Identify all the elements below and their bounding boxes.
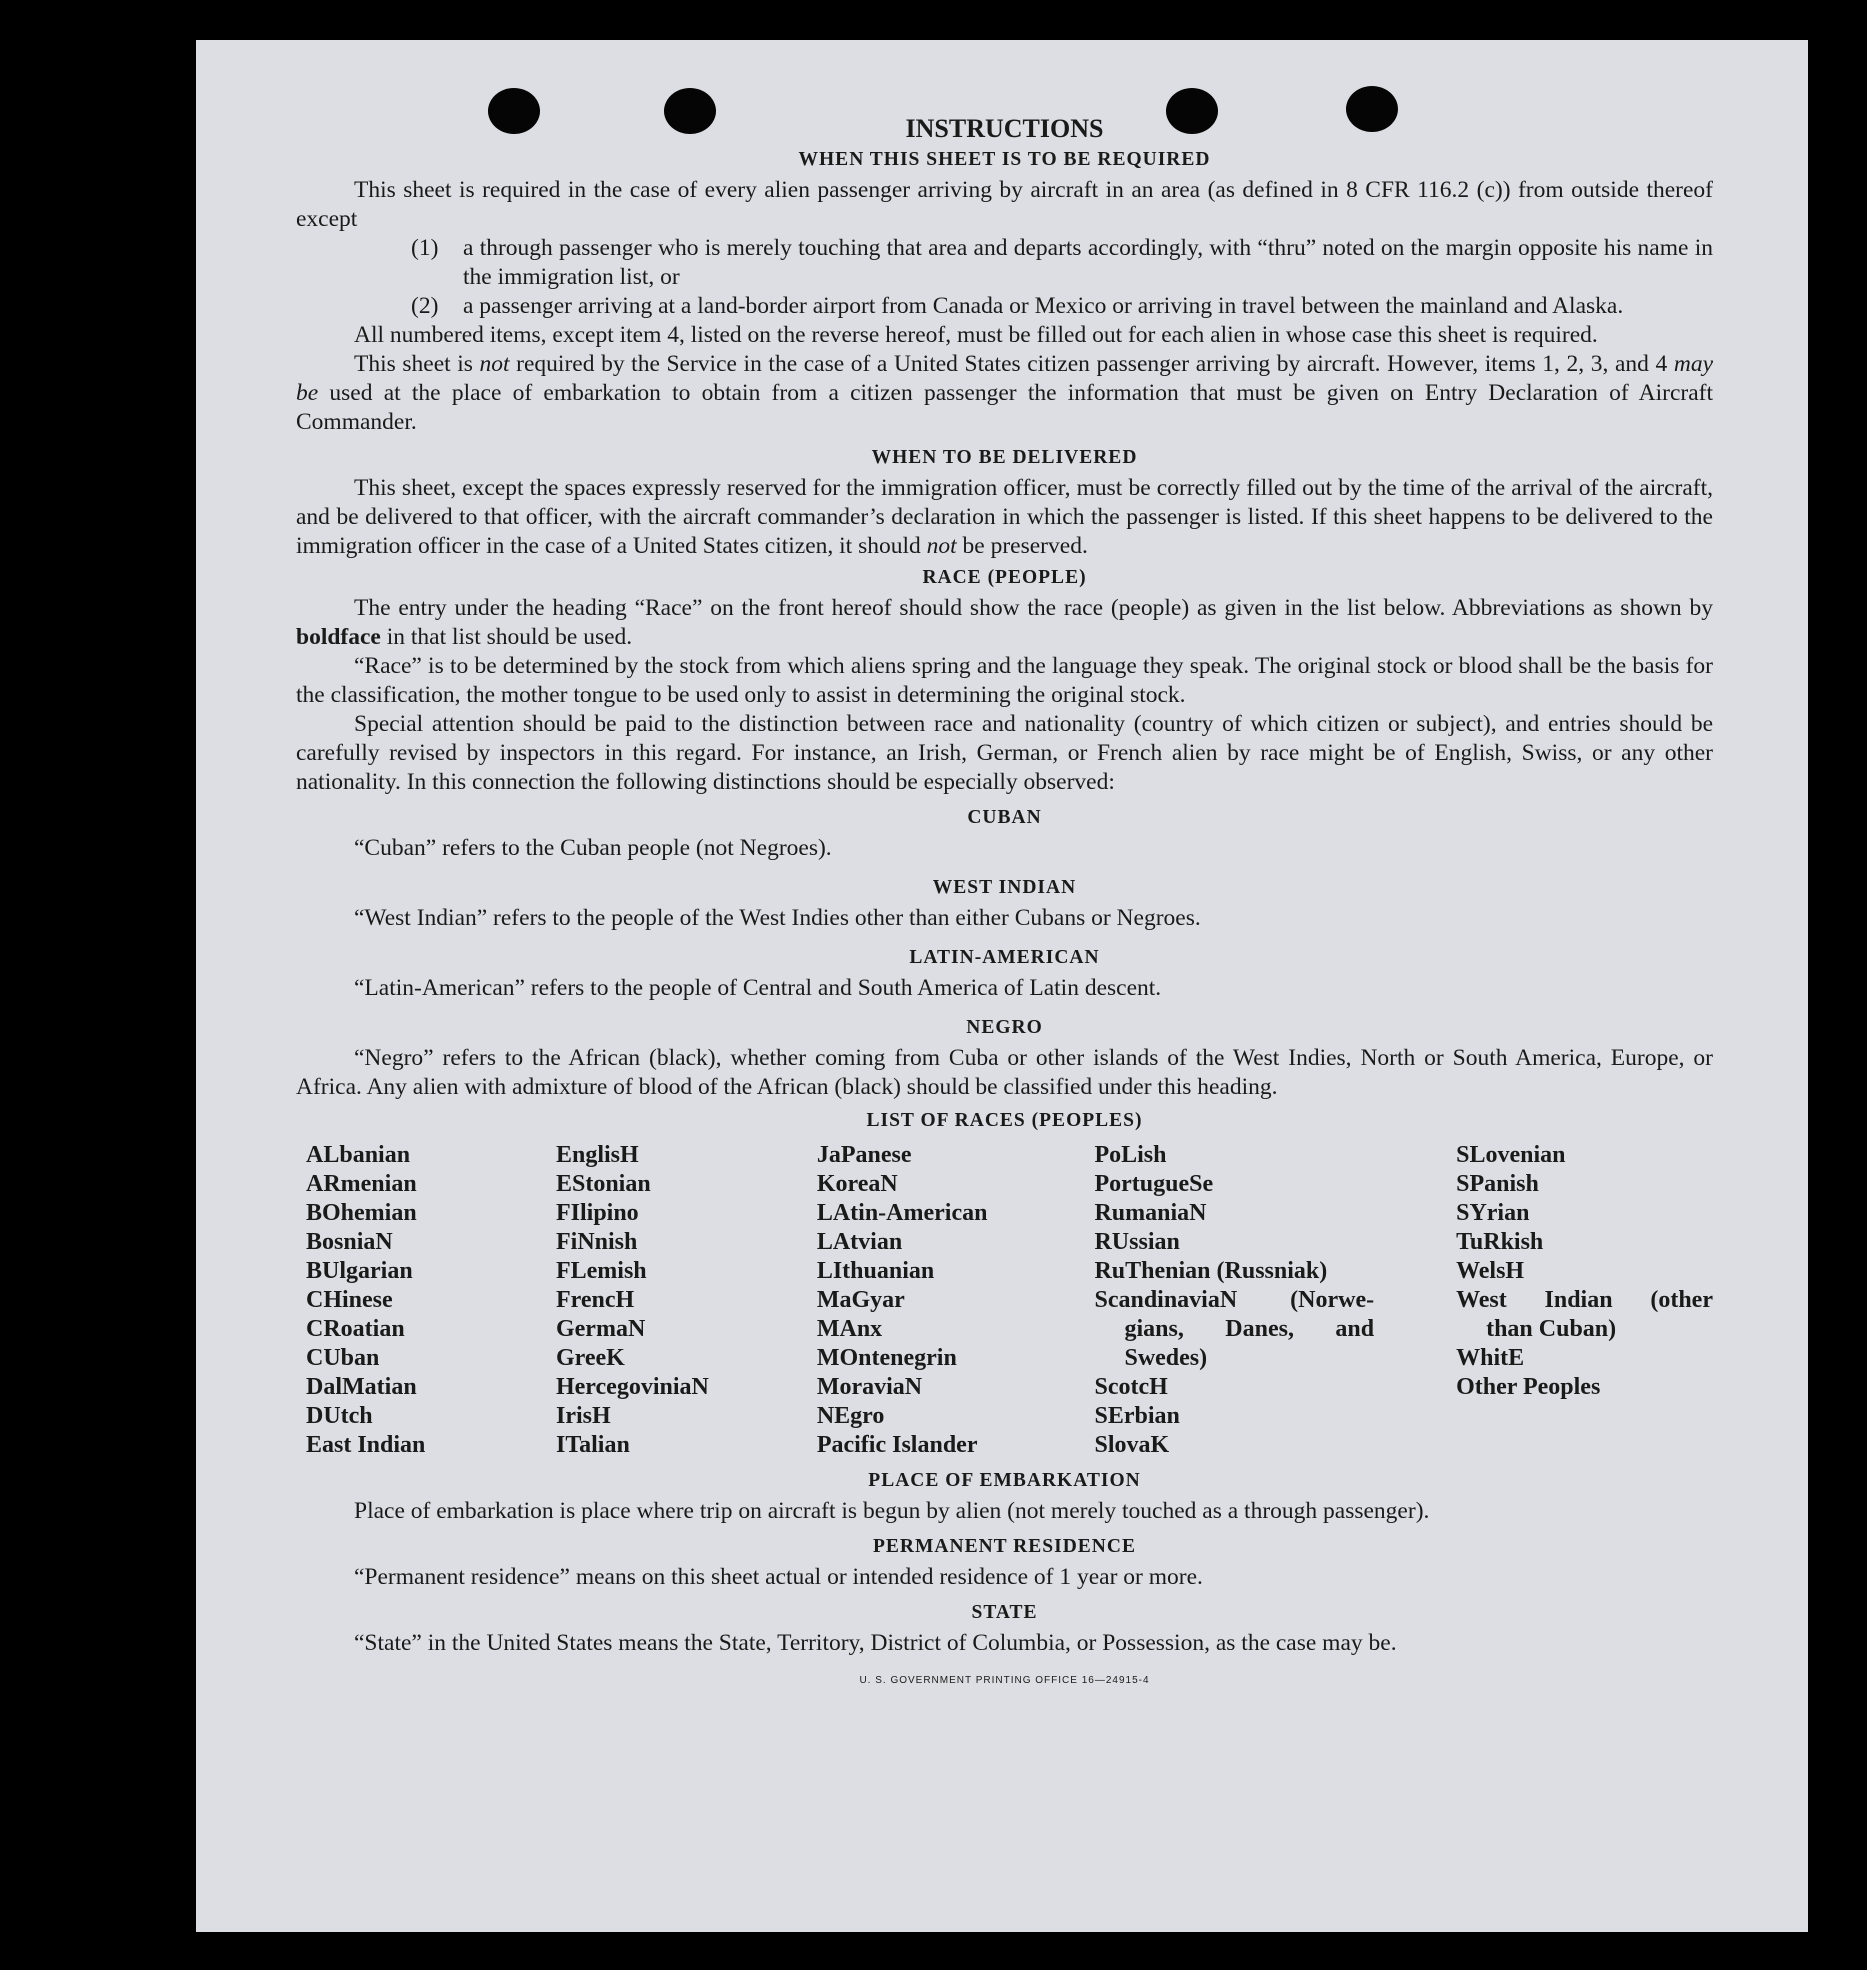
race-item: SPanish	[1456, 1171, 1539, 1197]
printing-office-footer: U. S. GOVERNMENT PRINTING OFFICE 16—24915-4	[859, 1675, 1150, 1686]
race-paragraph-3: Special attention should be paid to the distinction between race and nationality (country of which citizen or subject), and entries should be carefully revised by inspectors in this regard. For instance, an Irish, German, or French alien by race might be of English, Swiss, or any other nationality. In this connection the following distinctions should be especially observed:	[296, 711, 1713, 795]
race-paragraph-1	[296, 594, 1713, 652]
race-item: FiNnish	[555, 1229, 638, 1255]
race-item: LAtin-American	[816, 1200, 988, 1226]
race-item: TuRkish	[1456, 1229, 1544, 1255]
delivered-paragraph	[296, 474, 1713, 561]
race-item: East Indian	[306, 1432, 426, 1458]
race-item-continued: than Cuban)	[1486, 1316, 1617, 1342]
race-item: Other Peoples	[1456, 1374, 1601, 1400]
race-item: RumaniaN	[1094, 1200, 1207, 1226]
text-run: be preserved.	[956, 533, 1088, 559]
race-item: ITalian	[555, 1432, 630, 1458]
races-column-3	[817, 1141, 1095, 1460]
race-item: GreeK	[555, 1345, 625, 1371]
race-item: GermaN	[555, 1316, 646, 1342]
cuban-text: “Cuban” refers to the Cuban people (not Negroes).	[354, 835, 832, 861]
race-item: West Indian (other	[1456, 1287, 1713, 1313]
heading-negro: NEGRO	[966, 1017, 1043, 1038]
races-column-2	[556, 1141, 817, 1460]
race-item: WelsH	[1456, 1258, 1525, 1284]
text-run: required by the Service in the case of a United States citizen passenger arriving by aircraft. However, items 1, 2, 3, and 4	[509, 351, 1674, 377]
heading-list-of-races: LIST OF RACES (PEOPLES)	[866, 1110, 1143, 1131]
race-item: SErbian	[1094, 1403, 1180, 1429]
text-run: The entry under the heading “Race” on the front hereof should show the race (people) as given in the list below. Abbreviations as shown by	[354, 595, 1713, 621]
heading-permanent-residence: PERMANENT RESIDENCE	[873, 1536, 1136, 1557]
race-item: LAtvian	[816, 1229, 903, 1255]
race-item: BosniaN	[306, 1229, 393, 1255]
race-item: EStonian	[555, 1171, 651, 1197]
race-item: BOhemian	[306, 1200, 417, 1226]
heading-embarkation: PLACE OF EMBARKATION	[868, 1470, 1141, 1491]
negro-text: “Negro” refers to the African (black), whether coming from Cuba or other islands of the West Indies, North or South America, Europe, or Africa. Any alien with admixture of blood of the African (black) should be classified under this heading.	[296, 1045, 1713, 1100]
item-number: (2)	[411, 293, 439, 319]
state-text: “State” in the United States means the State, Territory, District of Columbia, or Possession, as the case may be.	[354, 1630, 1397, 1656]
italic-text: not	[479, 351, 510, 377]
heading-required: WHEN THIS SHEET IS TO BE REQUIRED	[798, 149, 1211, 170]
race-item: IrisH	[555, 1403, 611, 1429]
race-item: KoreaN	[816, 1171, 898, 1197]
race-item: RUssian	[1094, 1229, 1180, 1255]
text-run: This sheet is	[354, 351, 480, 377]
races-column-5	[1456, 1141, 1713, 1460]
race-item: HercegoviniaN	[555, 1374, 709, 1400]
heading-state: STATE	[971, 1602, 1038, 1623]
race-item: ARmenian	[306, 1171, 417, 1197]
page-title: INSTRUCTIONS	[905, 114, 1104, 143]
race-item: MaGyar	[816, 1287, 905, 1313]
embarkation-text: Place of embarkation is place where trip on aircraft is begun by alien (not merely touched as a through passenger).	[354, 1498, 1430, 1524]
race-item: Pacific Islander	[816, 1432, 978, 1458]
race-item: ScandinaviaN (Norwe-	[1094, 1287, 1375, 1313]
race-item: PoLish	[1094, 1142, 1167, 1168]
race-item: SlovaK	[1094, 1432, 1170, 1458]
race-item: NEgro	[816, 1403, 885, 1429]
exception-item-2	[296, 292, 1713, 321]
exception-item-1	[296, 234, 1713, 292]
heading-cuban: CUBAN	[967, 807, 1042, 828]
race-item: FrencH	[555, 1287, 635, 1313]
race-paragraph-2: “Race” is to be determined by the stock from which aliens spring and the language they speak. The original stock or blood shall be the basis for the classification, the mother tongue to be used only to assist in determining the original stock.	[296, 653, 1713, 708]
race-item: DUtch	[306, 1403, 373, 1429]
race-item: CUban	[306, 1345, 380, 1371]
heading-race: RACE (PEOPLE)	[922, 567, 1087, 588]
west-indian-text: “West Indian” refers to the people of the West Indies other than either Cubans or Negroes.	[354, 905, 1201, 931]
race-item: LIthuanian	[816, 1258, 935, 1284]
text-run: This sheet, except the spaces expressly reserved for the immigration officer, must be correctly filled out by the time of the arrival of the aircraft, and be delivered to that officer, with the aircraft commander’s declaration in which the passenger is listed. If this sheet happens to be delivered to the immigration officer in the case of a United States citizen, it should	[296, 475, 1713, 559]
race-item: MAnx	[816, 1316, 883, 1342]
race-item: CRoatian	[306, 1316, 405, 1342]
permanent-residence-text: “Permanent residence” means on this sheet actual or intended residence of 1 year or more.	[354, 1564, 1203, 1590]
race-item: ScotcH	[1094, 1374, 1168, 1400]
race-item: WhitE	[1456, 1345, 1525, 1371]
race-item: BUlgarian	[306, 1258, 413, 1284]
race-item: PortugueSe	[1094, 1171, 1214, 1197]
italic-text: may be	[296, 351, 1713, 406]
race-item: RuThenian (Russniak)	[1094, 1258, 1328, 1284]
required-paragraph-1: This sheet is required in the case of every alien passenger arriving by aircraft in an area (as defined in 8 CFR 116.2 (c)) from outside thereof except	[296, 177, 1713, 232]
race-item: SLovenian	[1456, 1142, 1566, 1168]
race-item: CHinese	[306, 1287, 393, 1313]
latin-american-text: “Latin-American” refers to the people of Central and South America of Latin descent.	[354, 975, 1162, 1001]
document-sheet	[196, 40, 1808, 1932]
required-paragraph-3	[296, 350, 1713, 437]
race-item: FLemish	[555, 1258, 647, 1284]
race-item: MOntenegrin	[816, 1345, 957, 1371]
race-item: FIlipino	[555, 1200, 639, 1226]
italic-text: not	[926, 533, 957, 559]
item-text: a through passenger who is merely touching that area and departs accordingly, with “thru” noted on the margin opposite his name in the immigration list, or	[463, 235, 1713, 290]
races-column-4	[1094, 1141, 1456, 1460]
text-run: in that list should be used.	[380, 624, 633, 650]
heading-latin-american: LATIN-AMERICAN	[909, 947, 1100, 968]
races-column-1	[306, 1141, 556, 1460]
item-text: a passenger arriving at a land-border airport from Canada or Mexico or arriving in travel between the mainland and Alaska.	[463, 293, 1624, 319]
race-item: MoraviaN	[816, 1374, 923, 1400]
race-item-continued: Swedes)	[1124, 1345, 1208, 1371]
heading-west-indian: WEST INDIAN	[932, 877, 1077, 898]
race-item-continued: gians, Danes, and	[1124, 1316, 1375, 1342]
item-number: (1)	[411, 235, 439, 261]
race-item: DalMatian	[306, 1374, 417, 1400]
race-item: SYrian	[1456, 1200, 1530, 1226]
race-item: JaPanese	[816, 1142, 912, 1168]
heading-delivered: WHEN TO BE DELIVERED	[871, 447, 1138, 468]
race-item: EnglisH	[555, 1142, 639, 1168]
required-paragraph-2: All numbered items, except item 4, listed on the reverse hereof, must be filled out for each alien in whose case this sheet is required.	[354, 322, 1598, 348]
text-run: used at the place of embarkation to obtain from a citizen passenger the information that must be given on Entry Declaration of Aircraft Commander.	[296, 380, 1713, 435]
bold-text: boldface	[296, 624, 381, 650]
races-list	[306, 1141, 1713, 1460]
race-item: ALbanian	[306, 1142, 411, 1168]
instructions-content	[296, 114, 1713, 1695]
